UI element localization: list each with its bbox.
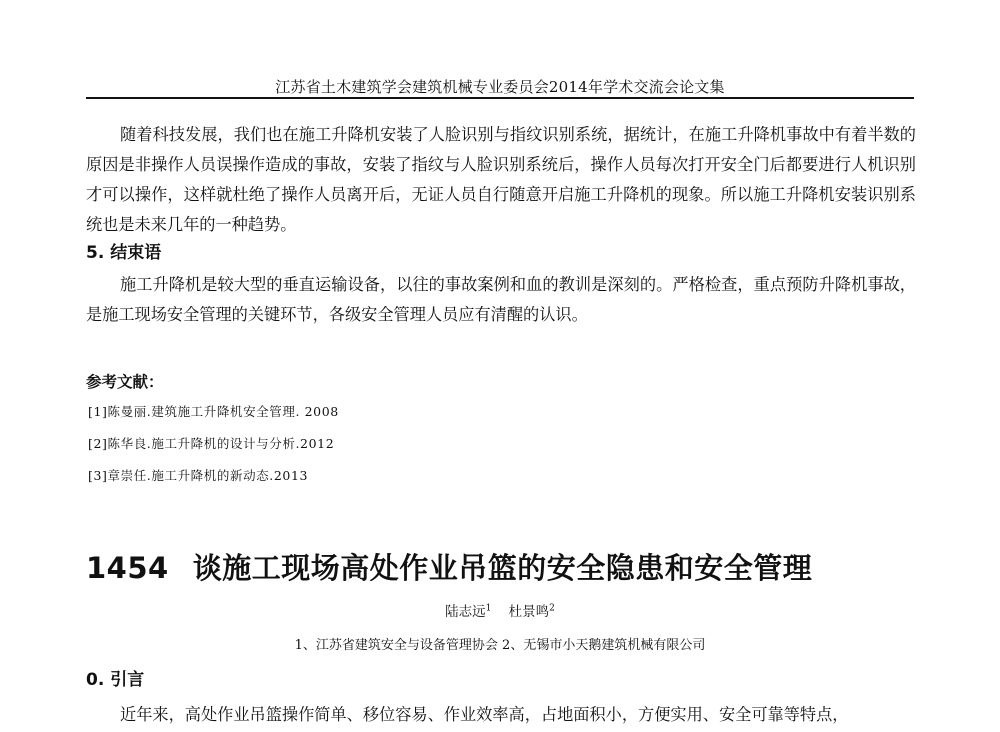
author-line xyxy=(0,600,1000,620)
running-header: 江苏省土木建筑学会建筑机械专业委员会2014年学术交流会论文集 xyxy=(275,78,725,96)
author-name: 陆志远 xyxy=(445,604,486,620)
affiliation-line: 1、江苏省建筑安全与设备管理协会 2、无锡市小天鹅建筑机械有限公司 xyxy=(294,638,706,653)
paper-number: 1454 xyxy=(86,551,169,585)
author-affiliation-mark: 2 xyxy=(549,603,555,614)
author-affiliation-mark: 1 xyxy=(485,603,492,614)
references-heading: 参考文献： xyxy=(86,372,164,391)
body-paragraph-conclusion: 施工升降机是较大型的垂直运输设备，以往的事故案例和血的教训是深刻的。严格检查，重点预防升降机事故，是施工现场安全管理的关键环节，各级安全管理人员应有清醒的认识。 xyxy=(86,275,916,324)
header-rule xyxy=(86,97,914,99)
section-heading-introduction: 0. 引言 xyxy=(86,670,145,690)
body-paragraph-introduction: 近年来，高处作业吊篮操作简单、移位容易、作业效率高，占地面积小，方便实用、安全可靠等特点， xyxy=(120,705,849,724)
reference-item: [3]章崇任.施工升降机的新动态.2013 xyxy=(88,468,309,483)
body-paragraph-recognition-system: 随着科技发展，我们也在施工升降机安装了人脸识别与指纹识别系统，据统计，在施工升降机事故中有着半数的原因是非操作人员误操作造成的事故，安装了指纹与人脸识别系统后，操作人员每次打开安全门后都要进行人机识别才可以操作，这样就杜绝了操作人员离开后，无证人员自行随意开启施工升降机的现象。所以施工升降机安装识别系统也是未来几年的一种趋势。 xyxy=(86,125,916,234)
paper-title-text: 谈施工现场高处作业吊篮的安全隐患和安全管理 xyxy=(192,551,813,585)
reference-list xyxy=(88,402,339,498)
reference-item: [2]陈华良.施工升降机的设计与分析.2012 xyxy=(88,436,335,451)
reference-item: [1]陈曼丽.建筑施工升降机安全管理. 2008 xyxy=(88,404,339,419)
paper-title xyxy=(86,546,812,587)
author-name: 杜景鸣 xyxy=(508,604,550,620)
section-heading-conclusion: 5. 结束语 xyxy=(86,243,162,263)
